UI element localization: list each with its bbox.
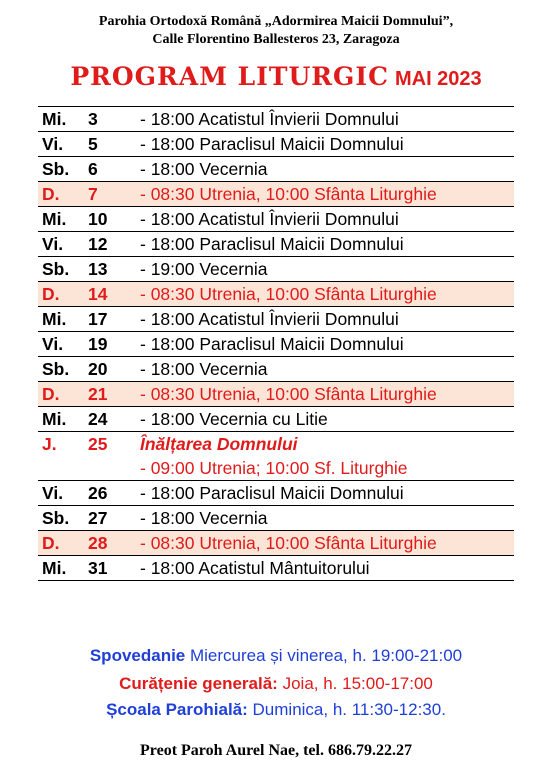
schedule-table: [38, 106, 514, 581]
service-cell: - 19:00 Vecernia: [140, 258, 268, 279]
school-text: Duminica, h. 11:30-12:30.: [247, 700, 446, 719]
table-row: [38, 357, 514, 382]
service-cell: - 18:00 Acatistul Învierii Domnului: [140, 308, 399, 329]
table-row: [38, 556, 514, 581]
date-cell: 25: [88, 433, 108, 454]
service-cell: - 18:00 Acatistul Învierii Domnului: [140, 108, 399, 129]
date-cell: 28: [88, 532, 108, 553]
service-cell: - 09:00 Utrenia; 10:00 Sf. Liturghie: [140, 457, 408, 478]
day-cell: Vi.: [42, 482, 64, 503]
table-row: [38, 332, 514, 357]
day-cell: Sb.: [42, 507, 70, 528]
service-cell: - 18:00 Paraclisul Maicii Domnului: [140, 133, 404, 154]
day-cell: Mi.: [42, 408, 67, 429]
service-cell: - 08:30 Utrenia, 10:00 Sfânta Liturghie: [140, 383, 437, 404]
priest-contact: Preot Paroh Aurel Nae, tel. 686.79.22.27: [140, 742, 412, 759]
table-row-feast: [38, 432, 514, 457]
day-cell: D.: [42, 183, 60, 204]
school-label: Școala Parohială:: [106, 700, 248, 719]
table-row-sunday: [38, 382, 514, 407]
cleaning-label: Curățenie generală:: [119, 674, 278, 693]
day-cell: Sb.: [42, 158, 70, 179]
day-cell: Sb.: [42, 258, 70, 279]
day-cell: Vi.: [42, 133, 64, 154]
service-cell: - 08:30 Utrenia, 10:00 Sfânta Liturghie: [140, 283, 437, 304]
day-cell: D.: [42, 383, 60, 404]
confession-label: Spovedanie: [89, 646, 186, 665]
day-cell: Sb.: [42, 358, 70, 379]
title-main: PROGRAM LITURGIC: [70, 62, 389, 91]
table-row: [38, 307, 514, 332]
day-cell: Mi.: [42, 208, 67, 229]
day-cell: J.: [42, 433, 57, 454]
date-cell: 14: [88, 283, 108, 304]
service-cell: - 08:30 Utrenia, 10:00 Sfânta Liturghie: [140, 183, 437, 204]
service-cell: - 18:00 Vecernia: [140, 507, 268, 528]
date-cell: 5: [88, 133, 98, 154]
service-cell: - 18:00 Paraclisul Maicii Domnului: [140, 482, 404, 503]
date-cell: 10: [88, 208, 108, 229]
parish-address: Calle Florentino Ballesteros 23, Zaragoza: [152, 32, 400, 47]
date-cell: 31: [88, 557, 108, 578]
date-cell: 13: [88, 258, 108, 279]
date-cell: 7: [88, 183, 98, 204]
cleaning-info: [0, 674, 552, 694]
parish-name: Parohia Ortodoxă Română „Adormirea Maicii Domnului”,: [98, 14, 454, 29]
table-row-sunday: [38, 182, 514, 207]
table-row: [38, 107, 514, 132]
date-cell: 19: [88, 333, 108, 354]
table-row: [38, 232, 514, 257]
date-cell: 27: [88, 507, 108, 528]
table-row-sunday: [38, 531, 514, 556]
cleaning-text: Joia, h. 15:00-17:00: [277, 674, 433, 693]
date-cell: 3: [88, 108, 98, 129]
page-title: [0, 62, 552, 91]
day-cell: [38, 456, 88, 481]
confession-info: [0, 646, 552, 666]
day-cell: D.: [42, 283, 60, 304]
service-cell: - 18:00 Acatistul Învierii Domnului: [140, 208, 399, 229]
table-row-feast-services: [38, 456, 514, 481]
day-cell: Vi.: [42, 333, 64, 354]
confession-text: Miercurea și vinerea, h. 19:00-21:00: [185, 646, 463, 665]
date-cell: 17: [88, 308, 108, 329]
date-cell: [88, 456, 138, 481]
table-row: [38, 157, 514, 182]
day-cell: Mi.: [42, 308, 67, 329]
date-cell: 26: [88, 482, 108, 503]
service-cell: - 08:30 Utrenia, 10:00 Sfânta Liturghie: [140, 532, 437, 553]
service-cell: - 18:00 Acatistul Mântuitorului: [140, 557, 370, 578]
table-row: [38, 506, 514, 531]
date-cell: 6: [88, 158, 98, 179]
day-cell: Mi.: [42, 108, 67, 129]
title-month: MAI 2023: [394, 68, 482, 90]
service-cell: - 18:00 Vecernia: [140, 358, 268, 379]
service-cell: - 18:00 Vecernia cu Litie: [140, 408, 328, 429]
day-cell: D.: [42, 532, 60, 553]
table-row: [38, 407, 514, 432]
date-cell: 24: [88, 408, 108, 429]
table-row: [38, 132, 514, 157]
service-cell: - 18:00 Paraclisul Maicii Domnului: [140, 333, 404, 354]
service-cell: - 18:00 Vecernia: [140, 158, 268, 179]
school-info: [0, 700, 552, 720]
day-cell: Vi.: [42, 233, 64, 254]
date-cell: 12: [88, 233, 108, 254]
date-cell: 21: [88, 383, 108, 404]
table-row: [38, 257, 514, 282]
feast-title: Înălțarea Domnului: [140, 433, 298, 454]
date-cell: 20: [88, 358, 108, 379]
day-cell: Mi.: [42, 557, 67, 578]
table-row: [38, 207, 514, 232]
table-row-sunday: [38, 282, 514, 307]
service-cell: - 18:00 Paraclisul Maicii Domnului: [140, 233, 404, 254]
table-row: [38, 481, 514, 506]
